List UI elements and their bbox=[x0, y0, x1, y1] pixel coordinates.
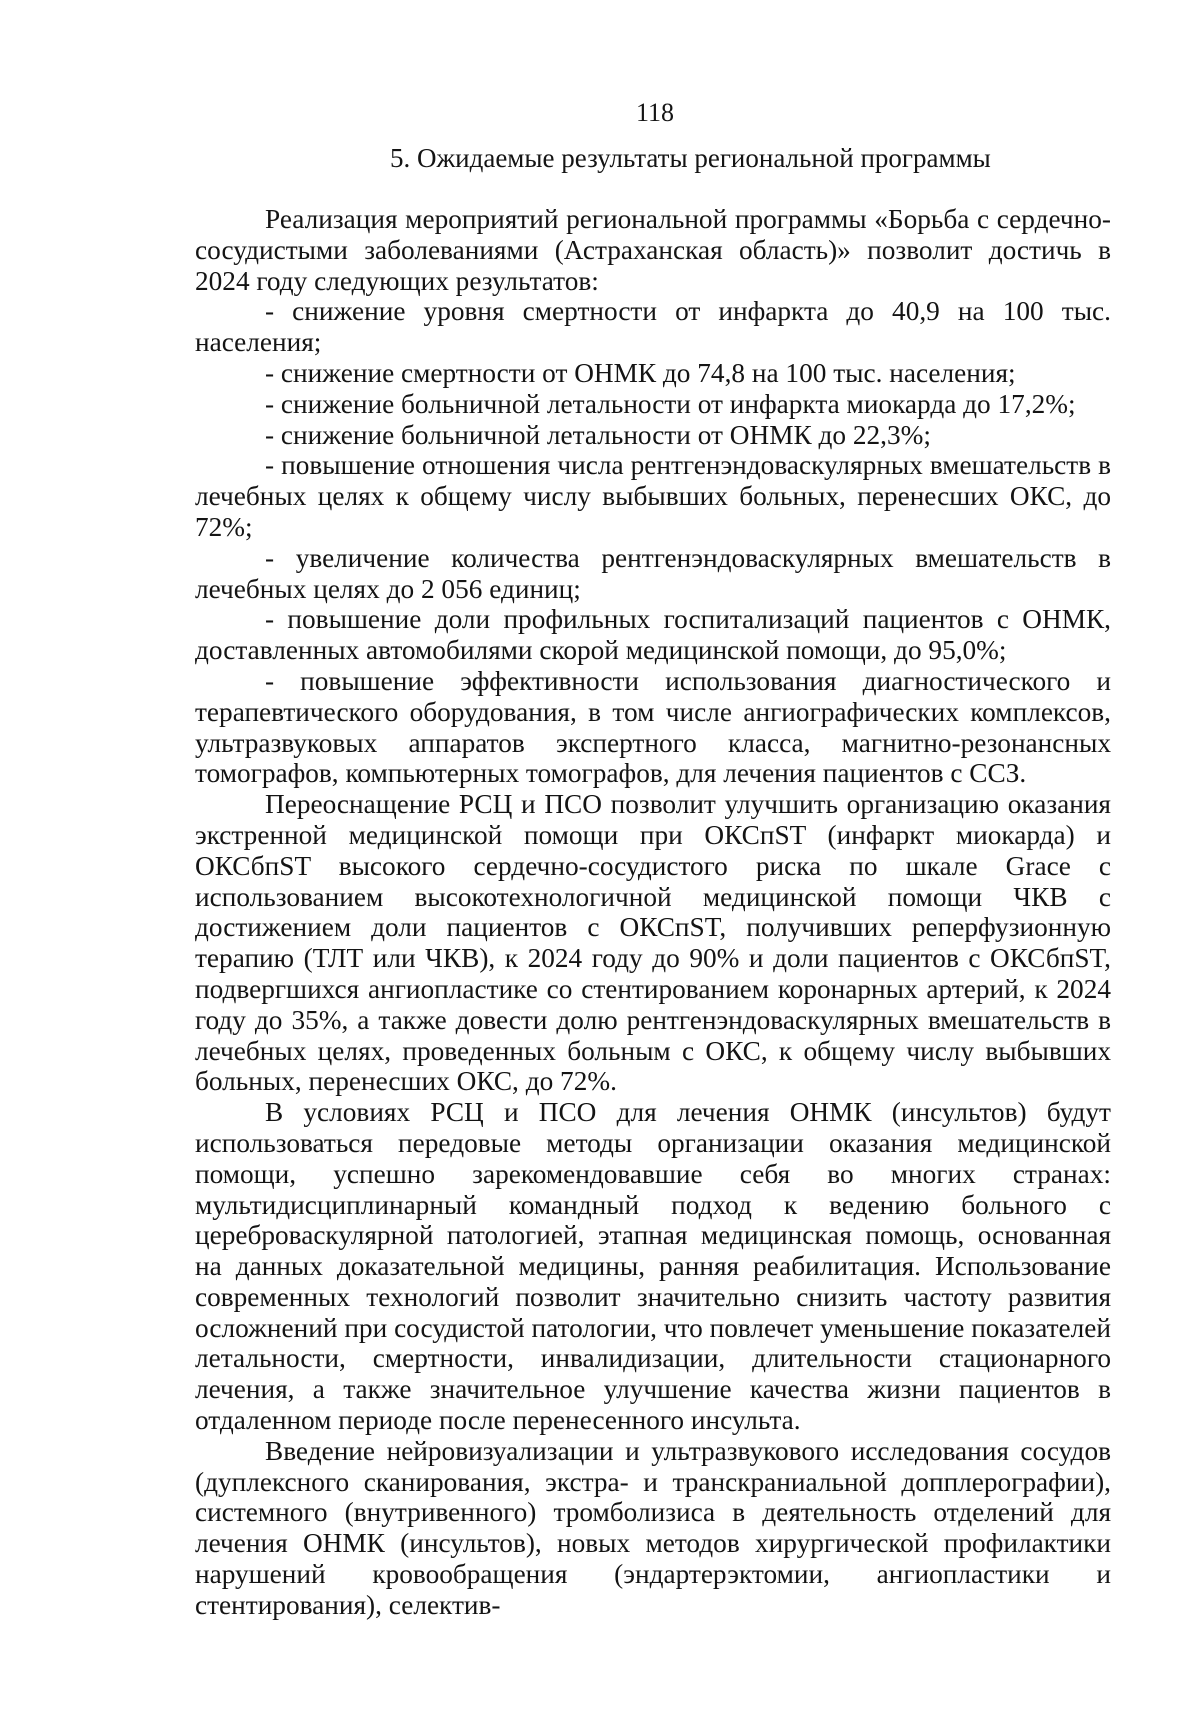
body-text bbox=[195, 204, 1111, 1621]
paragraph-stroke-methods: В условиях РСЦ и ПСО для лечения ОНМК (инсультов) будут использоваться передовые методы организации оказания медицинской помощи, успешно зарекомендовавшие себя во многих странах: мультидисциплинарный командный подход к ведению больного с цереброваскулярной патологией, этапная медицинская помощь, основанная на данных доказательной медицины, ранняя реабилитация. Использование современных технологий позволит значительно снизить частоту развития осложнений при сосудистой патологии, что повлечет уменьшение показателей летальности, смертности, инвалидизации, длительности стационарного лечения, а также значительное улучшение качества жизни пациентов в отдаленном периоде после перенесенного инсульта. bbox=[195, 1097, 1111, 1436]
list-item: - снижение больничной летальности от инфаркта миокарда до 17,2%; bbox=[265, 388, 1076, 419]
list-item: - снижение смертности от ОНМК до 74,8 на 100 тыс. населения; bbox=[265, 357, 1016, 388]
list-item: - повышение доли профильных госпитализаций пациентов с ОНМК, доставленных автомобилями скорой медицинской помощи, до 95,0%; bbox=[195, 604, 1111, 666]
section-heading: 5. Ожидаемые результаты региональной программы bbox=[390, 143, 991, 173]
list-item: - снижение больничной летальности от ОНМК до 22,3%; bbox=[265, 419, 931, 450]
list-item: - повышение эффективности использования диагностического и терапевтического оборудования, в том числе ангиографических комплексов, ультразвуковых аппаратов экспертного класса, магнитно-резонансных томографов, компьютерных томографов, для лечения пациентов с ССЗ. bbox=[195, 665, 1111, 789]
list-item: - повышение отношения числа рентгенэндоваскулярных вмешательств в лечебных целях к общему числу выбывших больных, перенесших ОКС, до 72%; bbox=[195, 450, 1111, 542]
list-item: - снижение уровня смертности от инфаркта до 40,9 на 100 тыс. населения; bbox=[195, 296, 1111, 358]
paragraph-reequipment: Переоснащение РСЦ и ПСО позволит улучшить организацию оказания экстренной медицинской помощи при ОКСпST (инфаркт миокарда) и ОКСбпST высокого сердечно-сосудистого риска по шкале Grace с использованием высокотехнологичной медицинской помощи ЧКВ с достижением доли пациентов с ОКСпST, получивших реперфузионную терапию (ТЛТ или ЧКВ), к 2024 году до 90% и доли пациентов с ОКСбпST, подвергшихся ангиопластике со стентированием коронарных артерий, к 2024 году до 35%, а также довести долю рентгенэндоваскулярных вмешательств в лечебных целях, проведенных больным с ОКС, к общему числу выбывших больных, перенесших ОКС, до 72%. bbox=[195, 789, 1111, 1097]
paragraph-neuroimaging: Введение нейровизуализации и ультразвукового исследования сосудов (дуплексного сканирования, экстра- и транскраниальной допплерографии), системного (внутривенного) тромболизиса в деятельность отделений для лечения ОНМК (инсультов), новых методов хирургической профилактики нарушений кровообращения (эндартерэктомии, ангиопластики и стентирования), селектив- bbox=[195, 1435, 1111, 1620]
page-number: 118 bbox=[635, 98, 675, 127]
intro-paragraph: Реализация мероприятий региональной программы «Борьба с сердечно-сосудистыми заболеваниями (Астраханская область)» позволит достичь в 2024 году следующих результатов: bbox=[195, 204, 1111, 296]
list-item: - увеличение количества рентгенэндоваскулярных вмешательств в лечебных целях до 2 056 единиц; bbox=[195, 542, 1111, 604]
